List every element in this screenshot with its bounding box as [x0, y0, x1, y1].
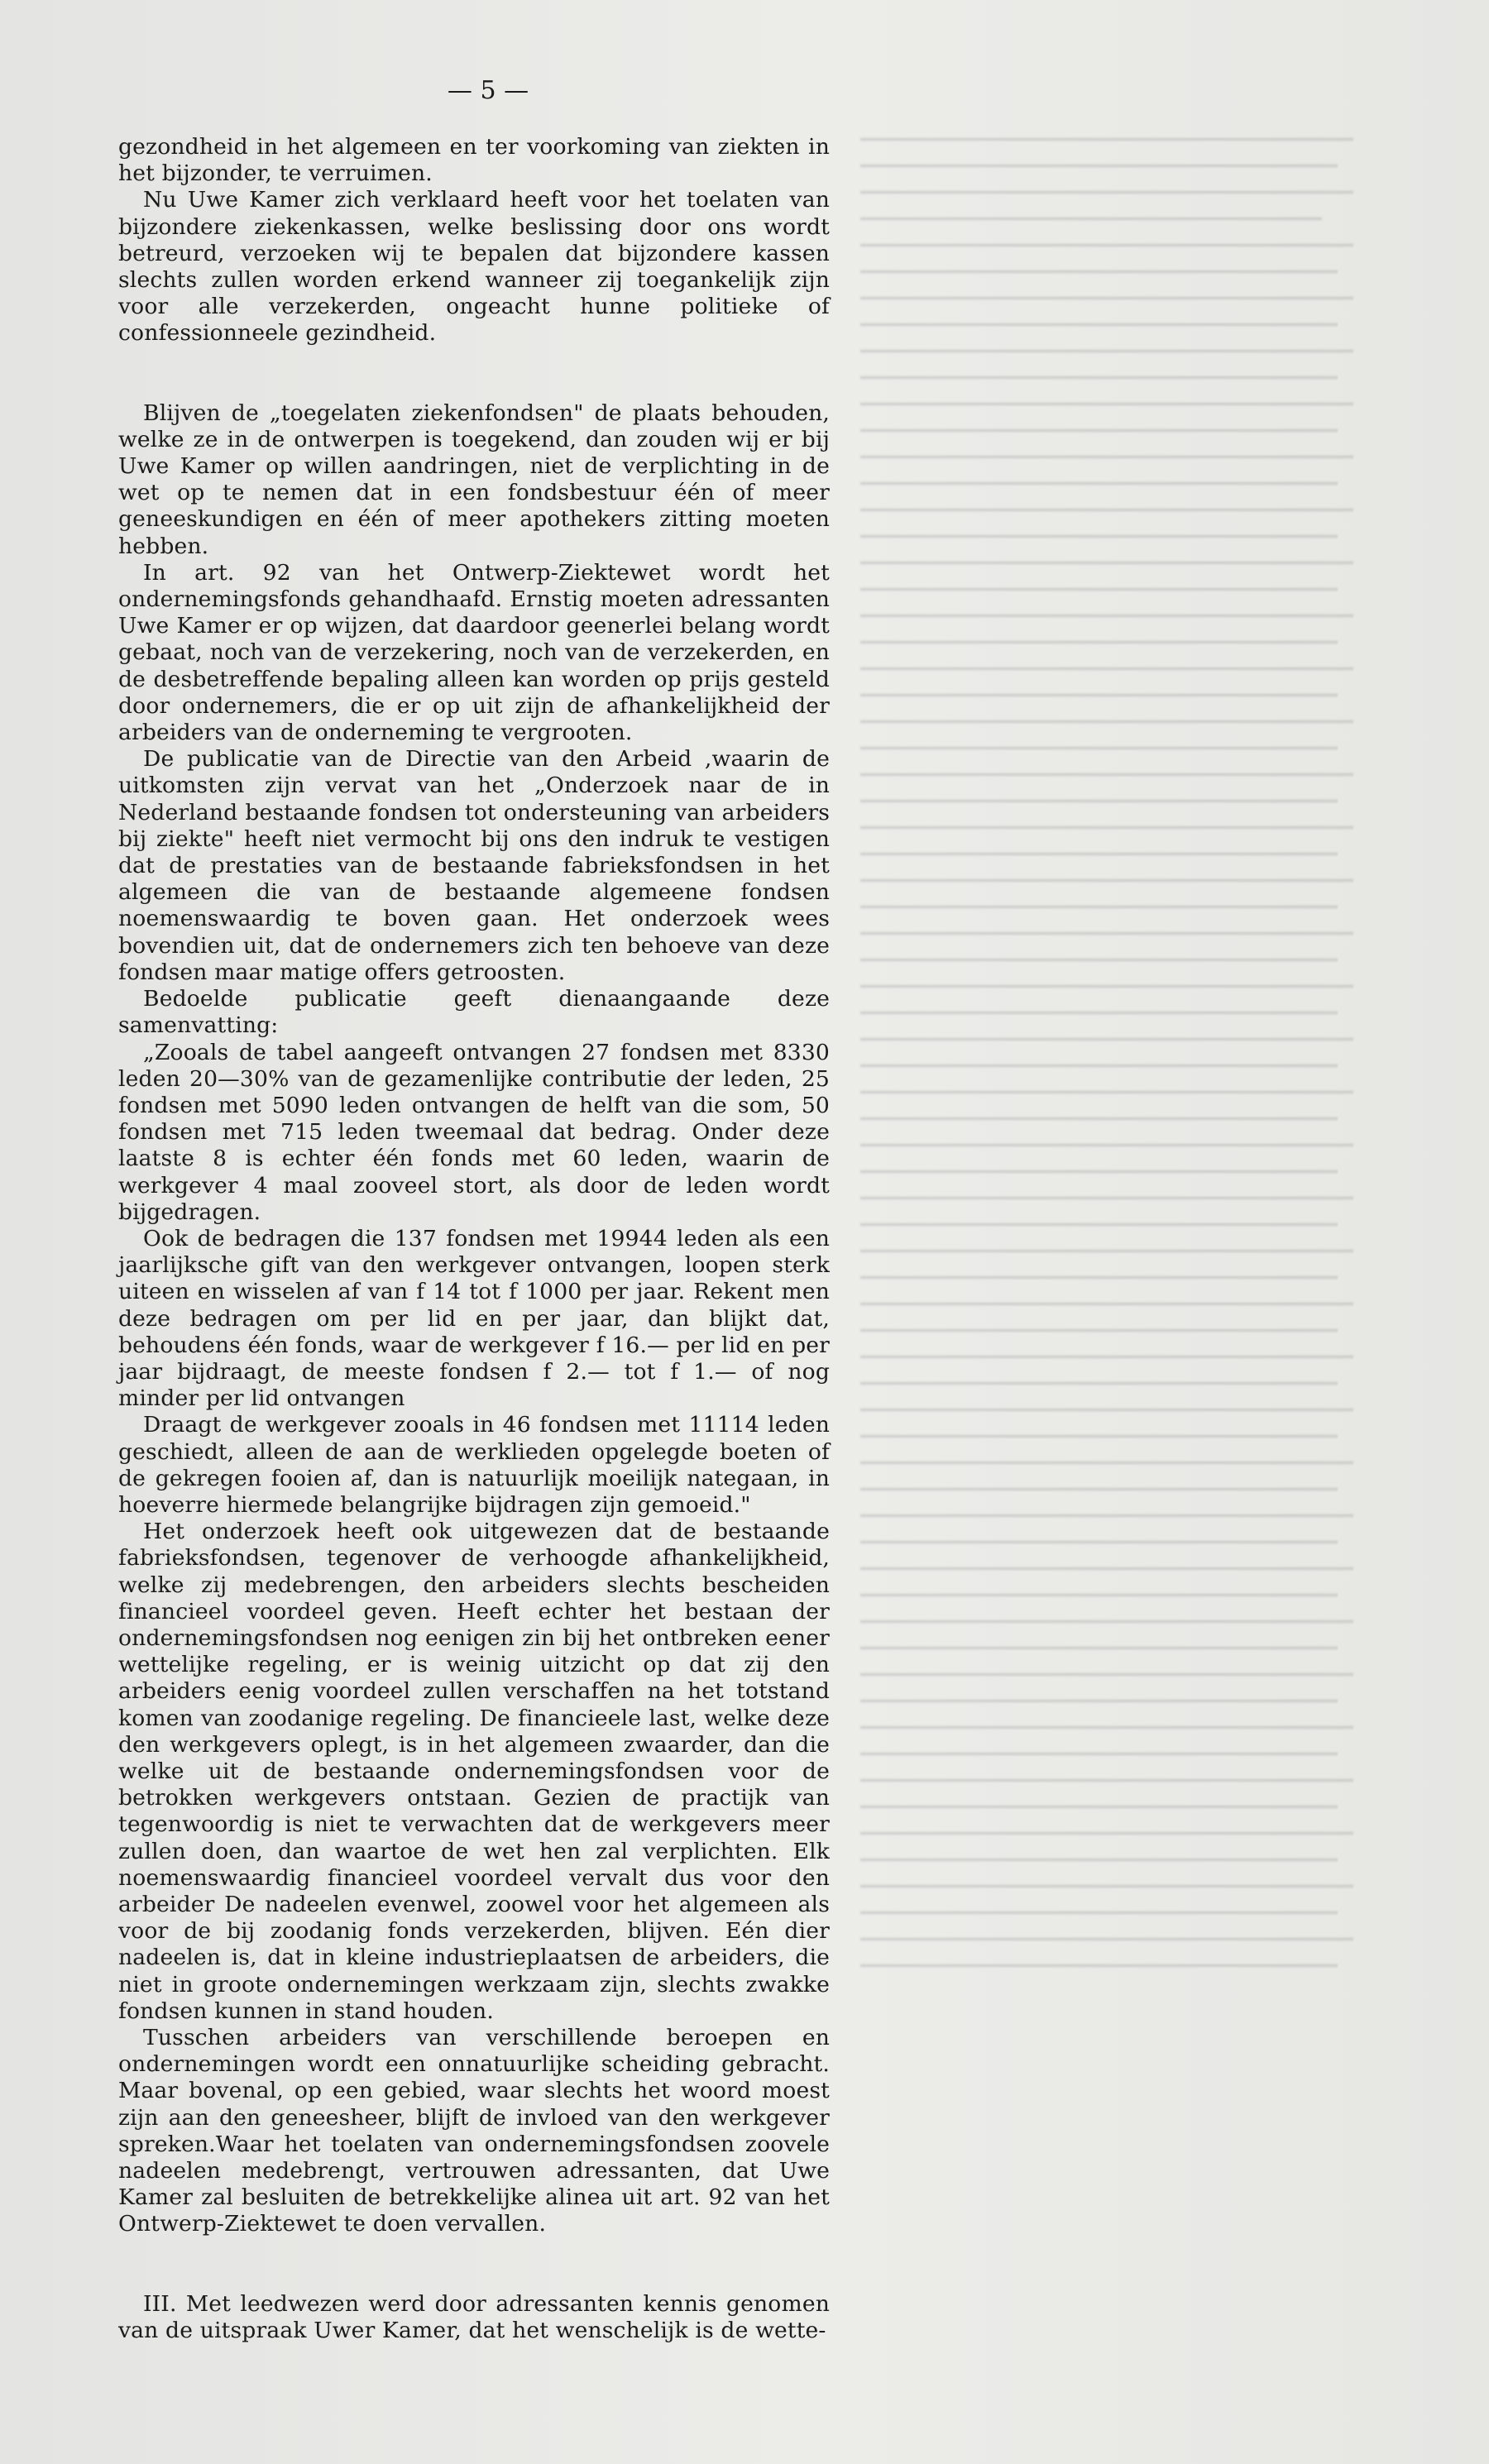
- paragraph: In art. 92 van het Ontwerp-Ziektewet wordt het ondernemingsfonds gehandhaafd. Ernstig moeten adressanten Uwe Kamer er op wijzen, dat daardoor geenerlei belang wordt gebaat, noch van de verzekering, noch van de verzekerden, en de desbetreffende bepaling alleen kan worden op prijs gesteld door ondernemers, die er op uit zijn de afhankelijkheid der arbeiders van de onderneming te vergrooten.: [118, 559, 830, 746]
- quote-paragraph: „Zooals de tabel aangeeft ontvangen 27 fondsen met 8330 leden 20—30% van de gezamenlijke contributie der leden, 25 fondsen met 5090 leden ontvangen de helft van die som, 50 fondsen met 715 leden tweemaal dat bedrag. Onder deze laatste 8 is echter één fonds met 60 leden, waarin de werkgever 4 maal zooveel stort, als door de leden wordt bijgedragen.: [118, 1039, 830, 1225]
- quote-paragraph: Ook de bedragen die 137 fondsen met 19944 leden als een jaarlijksche gift van den werkgever ontvangen, loopen sterk uiteen en wisselen af van f 14 tot f 1000 per jaar. Rekent men deze bedragen om per lid en per jaar, dan blijkt dat, behoudens één fonds, waar de werkgever f 16.— per lid en per jaar bijdraagt, de meeste fondsen f 2.— tot f 1.— of nog minder per lid ontvangen: [118, 1225, 830, 1412]
- paragraph: Blijven de „toegelaten ziekenfondsen" de plaats behouden, welke ze in de ontwerpen is toegekend, dan zouden wij er bij Uwe Kamer op willen aandringen, niet de verplichting in de wet op te nemen dat in een fondsbestuur één of meer geneeskundigen en één of meer apothekers zitting moeten hebben.: [118, 400, 830, 559]
- paragraph: Nu Uwe Kamer zich verklaard heeft voor het toelaten van bijzondere ziekenkassen, welke beslissing door ons wordt betreurd, verzoeken wij te bepalen dat bijzondere kassen slechts zullen worden erkend wanneer zij toegankelijk zijn voor alle verzekerden, ongeacht hunne politieke of confessionneele gezindheid.: [118, 187, 830, 347]
- paragraph: Bedoelde publicatie geeft dienaangaande deze samenvatting:: [118, 986, 830, 1039]
- paragraph-spacer: [118, 2238, 830, 2291]
- paragraph: Tusschen arbeiders van verschillende beroepen en ondernemingen wordt een onnatuurlijke scheiding gebracht. Maar bovenal, op een gebied, waar slechts het woord moest zijn aan den geneesheer, blijft de invloed van den werkgever spreken.Waar het toelaten van ondernemingsfondsen zoovele nadeelen medebrengt, vertrouwen adressanten, dat Uwe Kamer zal besluiten de betrekkelijke alinea uit art. 92 van het Ontwerp-Ziektewet te doen vervallen.: [118, 2025, 830, 2237]
- section-paragraph: III. Met leedwezen werd door adressanten kennis genomen van de uitspraak Uwer Kamer, dat het wenschelijk is de wette-: [118, 2290, 830, 2343]
- text-column: [118, 134, 830, 2344]
- paragraph-spacer: [118, 347, 830, 400]
- paragraph: Het onderzoek heeft ook uitgewezen dat de bestaande fabrieksfondsen, tegenover de verhoogde afhankelijkheid, welke zij medebrengen, den arbeiders slechts bescheiden financieel voordeel geven. Heeft echter het bestaan der ondernemingsfondsen nog eenigen zin bij het ontbreken eener wettelijke regeling, er is weinig uitzicht op dat zij den arbeiders eenig voordeel zullen verschaffen na het totstand komen van zoodanige regeling. De financieele last, welke deze den werkgevers oplegt, is in het algemeen zwaarder, dan die welke uit de bestaande ondernemingsfondsen voor de betrokken werkgevers ontstaan. Gezien de practijk van tegenwoordig is niet te verwachten dat de werkgevers meer zullen doen, dan waartoe de wet hen zal verplichten. Elk noemenswaardig financieel voordeel vervalt dus voor den arbeider De nadeelen evenwel, zoowel voor het algemeen als voor de bij zoodanig fonds verzekerden, blijven. Eén dier nadeelen is, dat in kleine industrieplaatsen de arbeiders, die niet in groote ondernemingen werkzaam zijn, slechts zwakke fondsen kunnen in stand houden.: [118, 1519, 830, 2024]
- quote-paragraph: Draagt de werkgever zooals in 46 fondsen met 11114 leden geschiedt, alleen de aan de werklieden opgelegde boeten of de gekregen fooien af, dan is natuurlijk moeilijk nategaan, in hoeverre hiermede belangrijke bijdragen zijn gemoeid.": [118, 1412, 830, 1518]
- page-number: — 5 —: [447, 76, 529, 105]
- paragraph: De publicatie van de Directie van den Arbeid ,waarin de uitkomsten zijn vervat van het „Onderzoek naar de in Nederland bestaande fondsen tot ondersteuning van arbeiders bij ziekte" heeft niet vermocht bij ons den indruk te vestigen dat de prestaties van de bestaande fabrieksfondsen in het algemeen die van de bestaande algemeene fondsen noemenswaardig te boven gaan. Het onderzoek wees bovendien uit, dat de ondernemers zich ten behoeve van deze fondsen maar matige offers getroosten.: [118, 746, 830, 985]
- paragraph: gezondheid in het algemeen en ter voorkoming van ziekten in het bijzonder, te verruimen.: [118, 134, 830, 187]
- bleed-through-texture: ▁▁▁▁▁▁▁▁▁▁▁▁▁▁▁▁▁▁▁▁▁▁▁▁▁▁▁▁▁▁▁ ▁▁▁▁▁▁▁▁▁▁▁▁▁▁▁▁▁▁▁▁▁▁▁▁▁▁▁▁▁▁ ▁▁▁▁▁▁▁▁▁▁▁▁▁▁▁▁▁▁▁▁▁▁▁▁▁▁▁▁▁▁▁ ▁▁▁▁▁▁▁▁▁▁▁▁▁▁▁▁▁▁▁▁▁▁▁▁▁▁▁▁▁ ▁▁▁▁▁▁▁▁▁▁▁▁▁▁▁▁▁▁▁▁▁▁▁▁▁▁▁▁▁▁▁ ▁▁▁▁▁▁▁▁▁▁▁▁▁▁▁▁▁▁▁▁▁▁▁▁▁▁▁▁▁▁ ▁▁▁▁▁▁▁▁▁▁▁▁▁▁▁▁▁▁▁▁▁▁▁▁▁▁▁▁▁▁▁ ▁▁▁▁▁▁▁▁▁▁▁▁▁▁▁▁▁▁▁▁▁▁▁▁▁▁▁▁▁▁ ▁▁▁▁▁▁▁▁▁▁▁▁▁▁▁▁▁▁▁▁▁▁▁▁▁▁▁▁▁▁▁ ▁▁▁▁▁▁▁▁▁▁▁▁▁▁▁▁▁▁▁▁▁▁▁▁▁▁▁▁▁▁ ▁▁▁▁▁▁▁▁▁▁▁▁▁▁▁▁▁▁▁▁▁▁▁▁▁▁▁▁▁▁▁ ▁▁▁▁▁▁▁▁▁▁▁▁▁▁▁▁▁▁▁▁▁▁▁▁▁▁▁▁▁▁ ▁▁▁▁▁▁▁▁▁▁▁▁▁▁▁▁▁▁▁▁▁▁▁▁▁▁▁▁▁▁▁ ▁▁▁▁▁▁▁▁▁▁▁▁▁▁▁▁▁▁▁▁▁▁▁▁▁▁▁▁▁▁ ▁▁▁▁▁▁▁▁▁▁▁▁▁▁▁▁▁▁▁▁▁▁▁▁▁▁▁▁▁▁▁ ▁▁▁▁▁▁▁▁▁▁▁▁▁▁▁▁▁▁▁▁▁▁▁▁▁▁▁▁▁▁ ▁▁▁▁▁▁▁▁▁▁▁▁▁▁▁▁▁▁▁▁▁▁▁▁▁▁▁▁▁▁▁ ▁▁▁▁▁▁▁▁▁▁▁▁▁▁▁▁▁▁▁▁▁▁▁▁▁▁▁▁▁▁ ▁▁▁▁▁▁▁▁▁▁▁▁▁▁▁▁▁▁▁▁▁▁▁▁▁▁▁▁▁▁▁ ▁▁▁▁▁▁▁▁▁▁▁▁▁▁▁▁▁▁▁▁▁▁▁▁▁▁▁▁▁▁ ▁▁▁▁▁▁▁▁▁▁▁▁▁▁▁▁▁▁▁▁▁▁▁▁▁▁▁▁▁▁▁ ▁▁▁▁▁▁▁▁▁▁▁▁▁▁▁▁▁▁▁▁▁▁▁▁▁▁▁▁▁▁ ▁▁▁▁▁▁▁▁▁▁▁▁▁▁▁▁▁▁▁▁▁▁▁▁▁▁▁▁▁▁▁ ▁▁▁▁▁▁▁▁▁▁▁▁▁▁▁▁▁▁▁▁▁▁▁▁▁▁▁▁▁▁ ▁▁▁▁▁▁▁▁▁▁▁▁▁▁▁▁▁▁▁▁▁▁▁▁▁▁▁▁▁▁▁ ▁▁▁▁▁▁▁▁▁▁▁▁▁▁▁▁▁▁▁▁▁▁▁▁▁▁▁▁▁▁ ▁▁▁▁▁▁▁▁▁▁▁▁▁▁▁▁▁▁▁▁▁▁▁▁▁▁▁▁▁▁▁ ▁▁▁▁▁▁▁▁▁▁▁▁▁▁▁▁▁▁▁▁▁▁▁▁▁▁▁▁▁▁ ▁▁▁▁▁▁▁▁▁▁▁▁▁▁▁▁▁▁▁▁▁▁▁▁▁▁▁▁▁▁▁ ▁▁▁▁▁▁▁▁▁▁▁▁▁▁▁▁▁▁▁▁▁▁▁▁▁▁▁▁▁▁ ▁▁▁▁▁▁▁▁▁▁▁▁▁▁▁▁▁▁▁▁▁▁▁▁▁▁▁▁▁▁▁ ▁▁▁▁▁▁▁▁▁▁▁▁▁▁▁▁▁▁▁▁▁▁▁▁▁▁▁▁▁▁ ▁▁▁▁▁▁▁▁▁▁▁▁▁▁▁▁▁▁▁▁▁▁▁▁▁▁▁▁▁▁▁ ▁▁▁▁▁▁▁▁▁▁▁▁▁▁▁▁▁▁▁▁▁▁▁▁▁▁▁▁▁▁ ▁▁▁▁▁▁▁▁▁▁▁▁▁▁▁▁▁▁▁▁▁▁▁▁▁▁▁▁▁▁▁ ▁▁▁▁▁▁▁▁▁▁▁▁▁▁▁▁▁▁▁▁▁▁▁▁▁▁▁▁▁▁ ▁▁▁▁▁▁▁▁▁▁▁▁▁▁▁▁▁▁▁▁▁▁▁▁▁▁▁▁▁▁▁ ▁▁▁▁▁▁▁▁▁▁▁▁▁▁▁▁▁▁▁▁▁▁▁▁▁▁▁▁▁▁ ▁▁▁▁▁▁▁▁▁▁▁▁▁▁▁▁▁▁▁▁▁▁▁▁▁▁▁▁▁▁▁ ▁▁▁▁▁▁▁▁▁▁▁▁▁▁▁▁▁▁▁▁▁▁▁▁▁▁▁▁▁▁ ▁▁▁▁▁▁▁▁▁▁▁▁▁▁▁▁▁▁▁▁▁▁▁▁▁▁▁▁▁▁▁ ▁▁▁▁▁▁▁▁▁▁▁▁▁▁▁▁▁▁▁▁▁▁▁▁▁▁▁▁▁▁ ▁▁▁▁▁▁▁▁▁▁▁▁▁▁▁▁▁▁▁▁▁▁▁▁▁▁▁▁▁▁▁ ▁▁▁▁▁▁▁▁▁▁▁▁▁▁▁▁▁▁▁▁▁▁▁▁▁▁▁▁▁▁ ▁▁▁▁▁▁▁▁▁▁▁▁▁▁▁▁▁▁▁▁▁▁▁▁▁▁▁▁▁▁▁ ▁▁▁▁▁▁▁▁▁▁▁▁▁▁▁▁▁▁▁▁▁▁▁▁▁▁▁▁▁▁ ▁▁▁▁▁▁▁▁▁▁▁▁▁▁▁▁▁▁▁▁▁▁▁▁▁▁▁▁▁▁▁ ▁▁▁▁▁▁▁▁▁▁▁▁▁▁▁▁▁▁▁▁▁▁▁▁▁▁▁▁▁▁ ▁▁▁▁▁▁▁▁▁▁▁▁▁▁▁▁▁▁▁▁▁▁▁▁▁▁▁▁▁▁▁ ▁▁▁▁▁▁▁▁▁▁▁▁▁▁▁▁▁▁▁▁▁▁▁▁▁▁▁▁▁▁ ▁▁▁▁▁▁▁▁▁▁▁▁▁▁▁▁▁▁▁▁▁▁▁▁▁▁▁▁▁▁▁ ▁▁▁▁▁▁▁▁▁▁▁▁▁▁▁▁▁▁▁▁▁▁▁▁▁▁▁▁▁▁ ▁▁▁▁▁▁▁▁▁▁▁▁▁▁▁▁▁▁▁▁▁▁▁▁▁▁▁▁▁▁▁ ▁▁▁▁▁▁▁▁▁▁▁▁▁▁▁▁▁▁▁▁▁▁▁▁▁▁▁▁▁▁ ▁▁▁▁▁▁▁▁▁▁▁▁▁▁▁▁▁▁▁▁▁▁▁▁▁▁▁▁▁▁▁ ▁▁▁▁▁▁▁▁▁▁▁▁▁▁▁▁▁▁▁▁▁▁▁▁▁▁▁▁▁▁ ▁▁▁▁▁▁▁▁▁▁▁▁▁▁▁▁▁▁▁▁▁▁▁▁▁▁▁▁▁▁▁ ▁▁▁▁▁▁▁▁▁▁▁▁▁▁▁▁▁▁▁▁▁▁▁▁▁▁▁▁▁▁ ▁▁▁▁▁▁▁▁▁▁▁▁▁▁▁▁▁▁▁▁▁▁▁▁▁▁▁▁▁▁▁ ▁▁▁▁▁▁▁▁▁▁▁▁▁▁▁▁▁▁▁▁▁▁▁▁▁▁▁▁▁▁ ▁▁▁▁▁▁▁▁▁▁▁▁▁▁▁▁▁▁▁▁▁▁▁▁▁▁▁▁▁▁▁ ▁▁▁▁▁▁▁▁▁▁▁▁▁▁▁▁▁▁▁▁▁▁▁▁▁▁▁▁▁▁ ▁▁▁▁▁▁▁▁▁▁▁▁▁▁▁▁▁▁▁▁▁▁▁▁▁▁▁▁▁▁▁ ▁▁▁▁▁▁▁▁▁▁▁▁▁▁▁▁▁▁▁▁▁▁▁▁▁▁▁▁▁▁ ▁▁▁▁▁▁▁▁▁▁▁▁▁▁▁▁▁▁▁▁▁▁▁▁▁▁▁▁▁▁▁ ▁▁▁▁▁▁▁▁▁▁▁▁▁▁▁▁▁▁▁▁▁▁▁▁▁▁▁▁▁▁ ▁▁▁▁▁▁▁▁▁▁▁▁▁▁▁▁▁▁▁▁▁▁▁▁▁▁▁▁▁▁▁ ▁▁▁▁▁▁▁▁▁▁▁▁▁▁▁▁▁▁▁▁▁▁▁▁▁▁▁▁▁▁ ▁▁▁▁▁▁▁▁▁▁▁▁▁▁▁▁▁▁▁▁▁▁▁▁▁▁▁▁▁▁▁ ▁▁▁▁▁▁▁▁▁▁▁▁▁▁▁▁▁▁▁▁▁▁▁▁▁▁▁▁▁▁: [860, 117, 1354, 1967]
